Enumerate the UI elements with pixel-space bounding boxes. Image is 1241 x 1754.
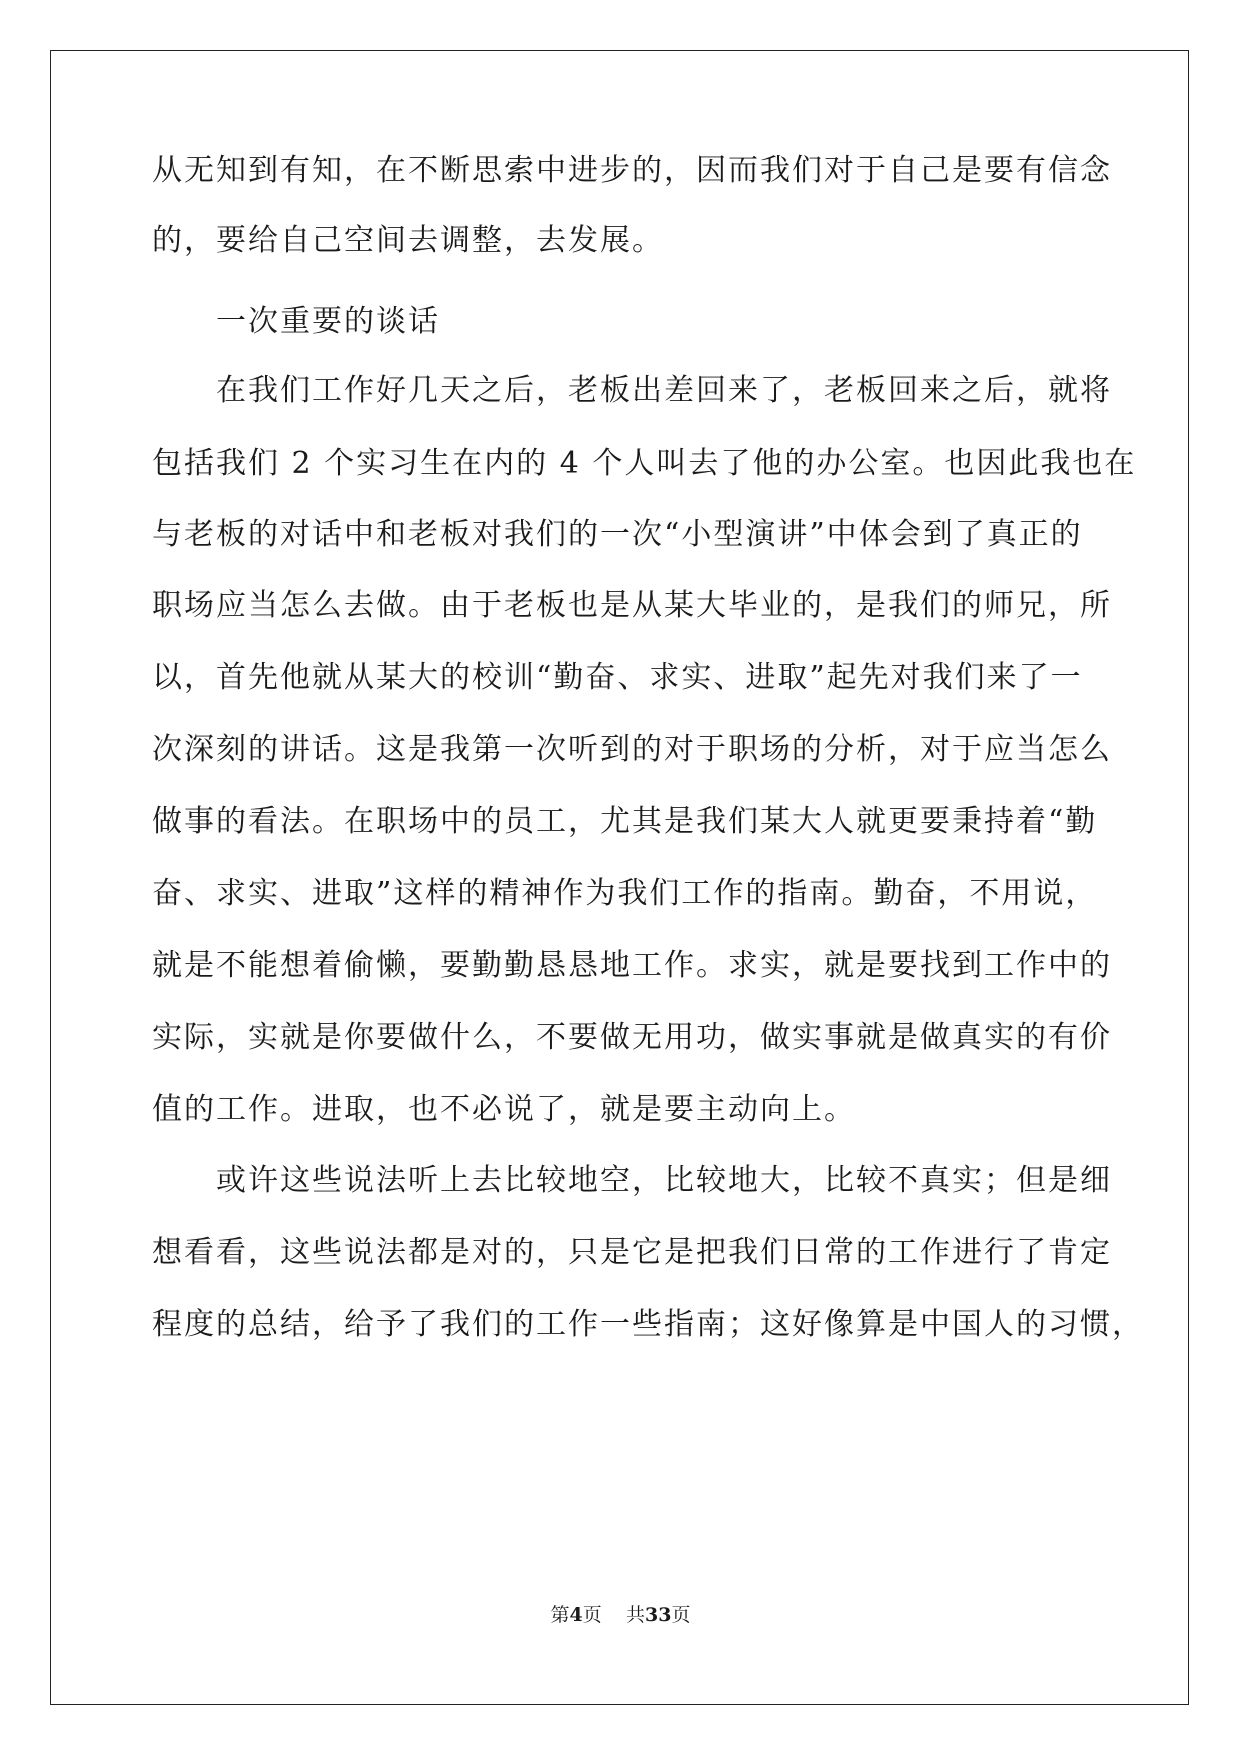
- section-heading: 一次重要的谈话: [216, 304, 440, 339]
- text-line: 次深刻的讲话。这是我第一次听到的对于职场的分析，对于应当怎么: [152, 732, 1112, 767]
- text-line: 在我们工作好几天之后，老板出差回来了，老板回来之后，就将: [216, 373, 1112, 408]
- total-unit: 页: [671, 1604, 691, 1626]
- page-prefix: 第: [550, 1604, 570, 1626]
- text-line: 职场应当怎么去做。由于老板也是从某大毕业的，是我们的师兄，所: [152, 588, 1112, 623]
- page-number: 4: [569, 1604, 583, 1626]
- text-line: 就是不能想着偷懒，要勤勤恳恳地工作。求实，就是要找到工作中的: [152, 948, 1112, 983]
- text-line: 的，要给自己空间去调整，去发展。: [152, 223, 664, 258]
- page-footer: [0, 1603, 1241, 1627]
- text-line: 与老板的对话中和老板对我们的一次“小型演讲”中体会到了真正的: [152, 517, 1083, 552]
- text-line: 包括我们 2 个实习生在内的 4 个人叫去了他的办公室。也因此我也在: [152, 446, 1137, 481]
- text-line: 奋、求实、进取”这样的精神作为我们工作的指南。勤奋，不用说，: [152, 876, 1098, 911]
- text-line: 从无知到有知，在不断思索中进步的，因而我们对于自己是要有信念: [152, 153, 1112, 188]
- text-line: 或许这些说法听上去比较地空，比较地大，比较不真实；但是细: [216, 1163, 1112, 1198]
- page-unit: 页: [582, 1604, 602, 1626]
- text-line: 程度的总结，给予了我们的工作一些指南；这好像算是中国人的习惯，: [152, 1307, 1144, 1342]
- text-line: 实际，实就是你要做什么，不要做无用功，做实事就是做真实的有价: [152, 1020, 1112, 1055]
- total-prefix: 共: [625, 1604, 645, 1626]
- text-line: 想看看，这些说法都是对的，只是它是把我们日常的工作进行了肯定: [152, 1235, 1112, 1270]
- total-pages: 33: [644, 1604, 672, 1626]
- text-line: 做事的看法。在职场中的员工，尤其是我们某大人就更要秉持着“勤: [152, 804, 1098, 839]
- text-line: 值的工作。进取，也不必说了，就是要主动向上。: [152, 1092, 856, 1127]
- text-line: 以，首先他就从某大的校训“勤奋、求实、进取”起先对我们来了一: [152, 660, 1083, 695]
